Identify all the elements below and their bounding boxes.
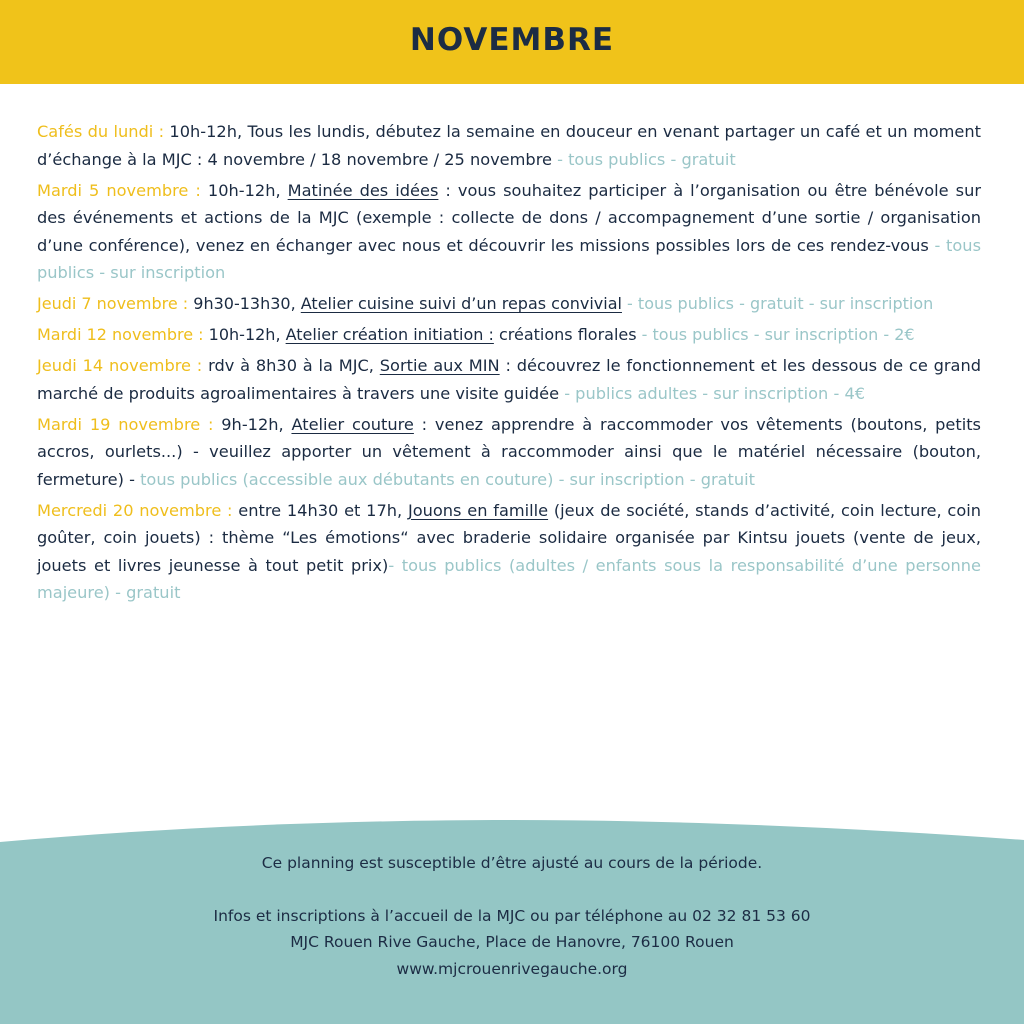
event-date: Mercredi 20 novembre : (37, 500, 233, 520)
event-time: 10h-12h, (200, 180, 288, 200)
website-link[interactable]: www.mjcrouenrivegauche.org (396, 959, 628, 978)
event-title: Atelier création initiation : (285, 325, 494, 344)
event-audience: - tous publics - sur inscription - 2€ (636, 325, 915, 344)
events-list (37, 118, 981, 610)
event-time: entre 14h30 et 17h, (232, 500, 408, 520)
footer (0, 850, 1024, 982)
header-banner (0, 0, 1024, 84)
event-item (37, 177, 981, 287)
contact-info: Infos et inscriptions à l’accueil de la MJC ou par téléphone au 02 32 81 53 60 (213, 906, 811, 925)
event-date: Mardi 5 novembre : (37, 180, 201, 200)
event-date: Jeudi 14 novembre : (37, 356, 203, 375)
event-time: 9h-12h, (213, 414, 292, 434)
event-title: Jouons en famille (407, 500, 549, 520)
event-audience: - tous publics - gratuit - sur inscription (621, 294, 934, 313)
event-date: Jeudi 7 novembre : (37, 294, 189, 313)
event-item (37, 321, 981, 349)
event-audience: - tous publics - gratuit (551, 149, 736, 169)
event-details: 10h-12h, Tous les lundis, débutez la semaine en douceur en venant partager un café et un moment d’échange à la MJC : 4 novembre / 18 novembre / 25 novembre (37, 122, 982, 169)
event-description: : vous souhaitez participer à l’organisation ou être bénévole sur des événements et actions de la MJC (exemple : collecte de dons / accompagnement d’une sortie / organisation d’une conférence), venez en échanger avec nous et découvrir les missions possibles lors de ces rendez-vous (37, 180, 981, 255)
event-title: Sortie aux MIN (379, 356, 500, 375)
event-item (37, 118, 981, 173)
event-item (37, 290, 981, 318)
event-date: Mardi 12 novembre : (37, 325, 204, 344)
event-description: : venez apprendre à raccommoder vos vêtements (boutons, petits accros, ourlets...) - veuillez apporter un vêtement à raccommoder ainsi que le matériel nécessaire (bouton, fermeture) - (37, 414, 981, 489)
event-time: 10h-12h, (203, 325, 286, 344)
event-title: Atelier couture (291, 414, 414, 434)
event-date: Cafés du lundi : (37, 122, 165, 141)
event-description: créations florales (493, 325, 637, 344)
event-audience: - tous publics - sur inscription (37, 235, 982, 282)
event-audience: - publics adultes - sur inscription - 4€ (559, 383, 866, 403)
event-description: (jeux de société, stands d’activité, coin lecture, coin goûter, coin jouets) : thème “Les émotions“ avec braderie solidaire organisée par Kintsu jouets (vente de jeux, jouets et livres jeunesse à tout petit prix) (37, 500, 981, 575)
page-title: NOVEMBRE (409, 22, 615, 58)
address: MJC Rouen Rive Gauche, Place de Hanovre, 76100 Rouen (290, 933, 734, 951)
event-title: Atelier cuisine suivi d’un repas convivial (300, 294, 622, 313)
event-item (37, 352, 981, 407)
event-item (37, 497, 981, 607)
event-time: rdv à 8h30 à la MJC, (202, 356, 380, 375)
event-description: : découvrez le fonctionnement et les dessous de ce grand marché de produits agroalimentaires à travers une visite guidée (37, 356, 981, 403)
event-item (37, 411, 981, 494)
event-audience: - tous publics (adultes / enfants sous la responsabilité d’une personne majeure) - gratuit (37, 555, 982, 602)
planning-notice: Ce planning est susceptible d’être ajusté au cours de la période. (261, 854, 763, 872)
event-title: Matinée des idées (287, 180, 439, 200)
event-date: Mardi 19 novembre : (37, 414, 214, 434)
event-audience: tous publics (accessible aux débutants en couture) - sur inscription - gratuit (134, 469, 756, 489)
event-time: 9h30-13h30, (188, 294, 301, 313)
